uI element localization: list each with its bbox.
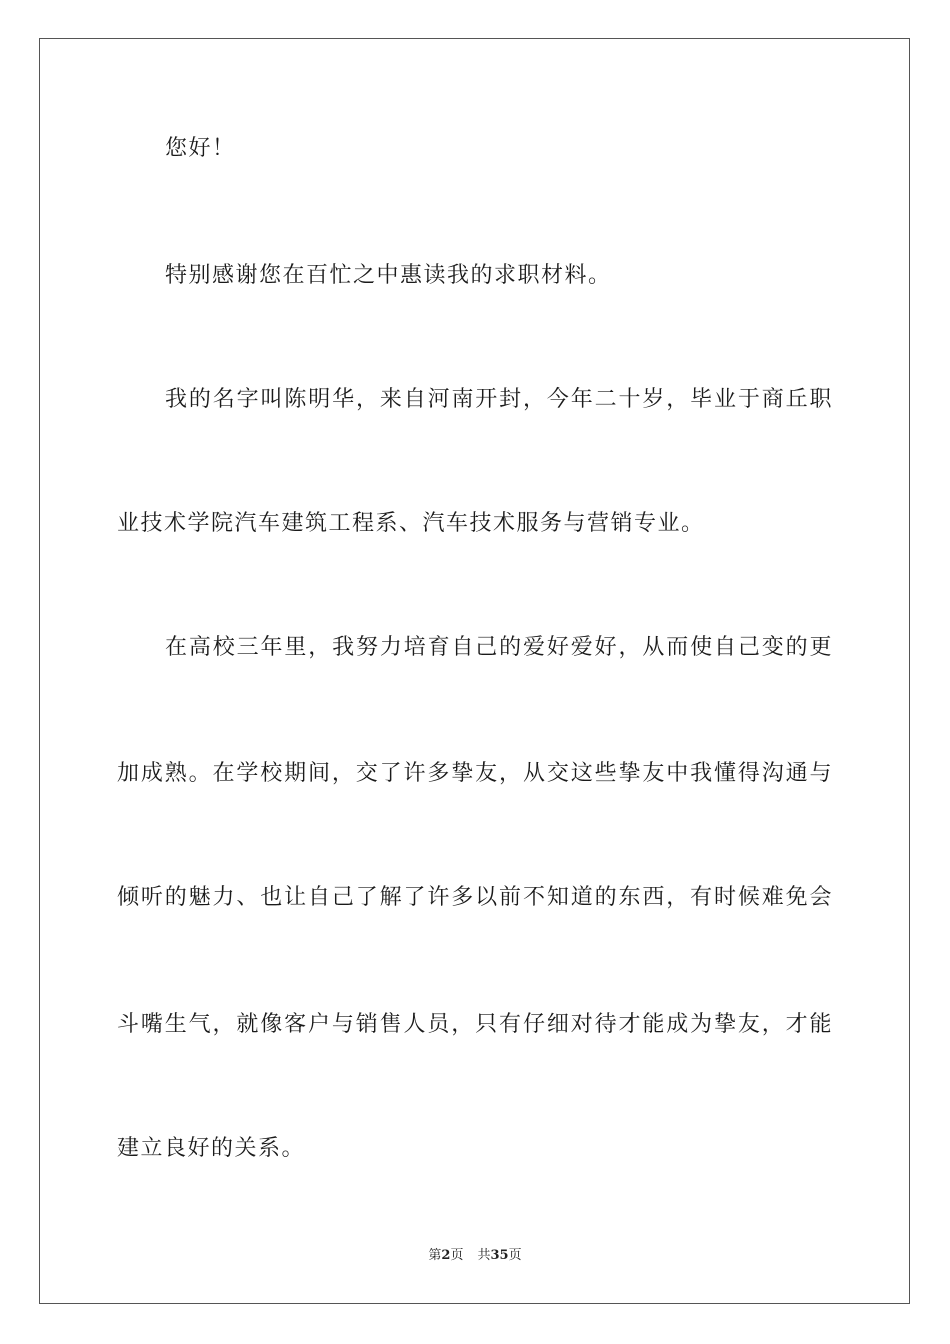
paragraph-line: 特别感谢您在百忙之中惠读我的求职材料。: [165, 263, 612, 288]
paragraph-line: 倾听的魅力、也让自己了解了许多以前不知道的东西，有时候难免会: [117, 885, 833, 910]
total-prefix: 共: [477, 1248, 491, 1263]
page-suffix: 页: [450, 1248, 464, 1263]
paragraph-line: 在高校三年里，我努力培育自己的爱好爱好，从而使自己变的更: [165, 635, 833, 660]
page-prefix: 第: [428, 1248, 442, 1263]
paragraph-line: 建立良好的关系。: [117, 1136, 306, 1161]
paragraph-line: 加成熟。在学校期间，交了许多挚友，从交这些挚友中我懂得沟通与: [117, 761, 833, 786]
paragraph-line: 我的名字叫陈明华，来自河南开封，今年二十岁，毕业于商丘职: [165, 387, 833, 412]
page-number: 2: [441, 1248, 451, 1263]
greeting-line: 您好！: [165, 136, 236, 161]
total-suffix: 页: [508, 1248, 522, 1263]
page-border: [39, 38, 910, 1304]
total-pages: 35: [490, 1248, 509, 1263]
paragraph-line: 业技术学院汽车建筑工程系、汽车技术服务与营销专业。: [117, 511, 705, 536]
page-footer: [0, 1247, 950, 1265]
paragraph-line: 斗嘴生气，就像客户与销售人员，只有仔细对待才能成为挚友，才能: [117, 1012, 833, 1037]
